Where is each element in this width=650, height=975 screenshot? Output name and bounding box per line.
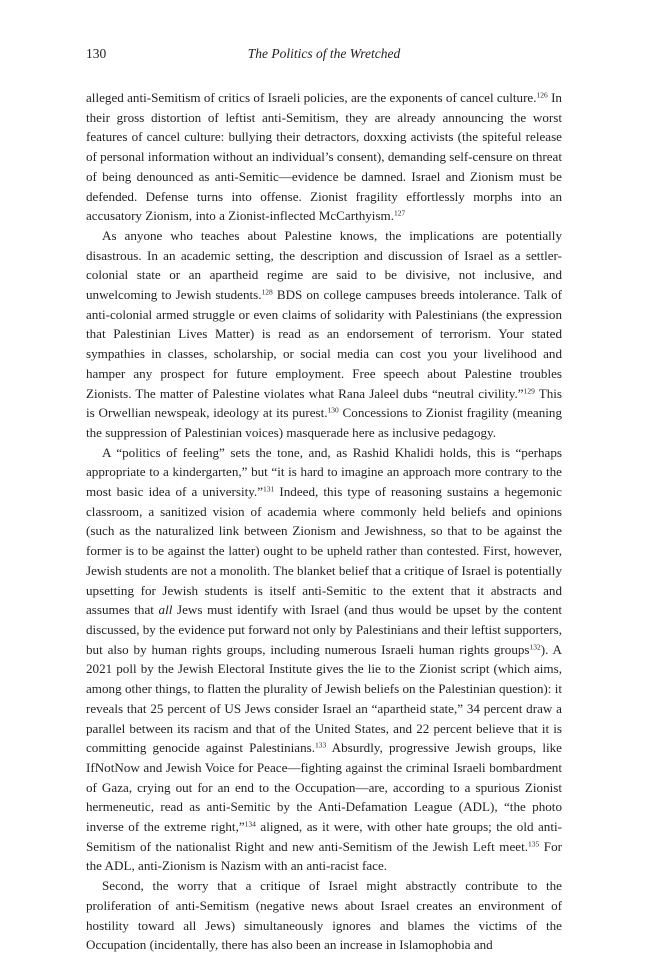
footnote-reference: 131 xyxy=(263,484,275,494)
text-run: ). A 2021 poll by the Jewish Electoral Institute gives the lie to the Zionist script (which aims, among other things, to flatten the plurality of Jewish beliefs on the Palestinian question): it reveals that 25 percent of US Jews consider Israel an “apartheid state,” 34 percent draw a parallel between its racism and that of the United States, and 22 percent believe that it is committing genocide against Palestinians. xyxy=(86,641,562,756)
book-page xyxy=(86,44,562,955)
footnote-reference: 126 xyxy=(536,90,548,100)
body-paragraph xyxy=(86,226,562,443)
footnote-reference: 127 xyxy=(394,208,406,218)
text-run: In their gross distortion of leftist anti-Semitism, they are already announcing the worst features of cancel culture: bullying their detractors, doxxing activists (the spiteful release of personal information without an individual’s consent), demanding self-censure on threat of being denounced as anti-Semitic—evidence be damned. Israel and Zionism must be defended. Defense turns into offense. Zionist fragility effortlessly morphs into an accusatory Zionism, into a Zionist-inflected McCarthyism. xyxy=(86,90,562,224)
page-number: 130 xyxy=(86,46,107,61)
text-run: aligned, as it were, with other hate groups; the old anti-Semitism of the nationalist Right and new anti-Semitism of the Jewish Left meet. xyxy=(86,819,562,854)
footnote-reference: 133 xyxy=(315,740,327,750)
footnote-reference: 129 xyxy=(523,386,535,396)
text-run: As anyone who teaches about Palestine knows, the implications are potentially disastrous. In an academic setting, the description and discussion of Israel as a settler-colonial state or an apartheid regime are said to be divisive, not inclusive, and unwelcoming to Jewish students. xyxy=(86,227,562,303)
body-text xyxy=(86,88,562,955)
body-paragraph xyxy=(86,443,562,876)
text-run: Indeed, this type of reasoning sustains a hegemonic classroom, a sanitized vision of academia where commonly held beliefs and opinions (such as the naturalized link between Zionism and Jewishness, so that to be against the former is to be against the latter) ought to be upheld rather than contested. First, however, Jewish students are not a monolith. The blanket belief that a critique of Israel is potentially upsetting for Jewish students is itself anti-Semitic to the extent that it abstracts and assumes that xyxy=(86,484,562,618)
text-run: Jews must identify with Israel (and thus would be upset by the content discussed, by the evidence put forward not only by Palestinians and their leftist supporters, but also by human rights groups, including numerous Israeli human rights groups xyxy=(86,602,563,657)
running-title: The Politics of the Wretched xyxy=(247,46,401,61)
text-run: BDS on college campuses breeds intolerance. Talk of anti-colonial armed struggle or even claims of solidarity with Palestinians (the expression that Palestinian Lives Matter) is read as an endorsement of terrorism. Your stated sympathies in classes, scholarship, or social media can cost you your livelihood and hamper any prospect for future employment. Free speech about Palestine troubles Zionists. The matter of Palestine violates what Rana Jaleel dubs “neutral civility.” xyxy=(86,287,562,401)
text-run: Concessions to Zionist fragility (meaning the suppression of Palestinian voices) masquerade here as inclusive pedagogy. xyxy=(86,405,563,440)
text-run: A “politics of feeling” sets the tone, and, as Rashid Khalidi holds, this is “perhaps appropriate to a kindergarten,” but “it is hard to imagine an approach more contrary to the most basic idea of a university.” xyxy=(86,444,562,500)
body-paragraph xyxy=(86,88,562,226)
footnote-reference: 130 xyxy=(327,405,339,415)
text-run: Second, the worry that a critique of Israel might abstractly contribute to the proliferation of anti-Semitism (negative news about Israel creates an environment of hostility toward all Jews) simultaneously ignores and blames the victims of the Occupation (incidentally, there has also been an increase in Islamophobia and xyxy=(86,878,562,953)
footnote-reference: 135 xyxy=(528,839,540,849)
footnote-reference: 134 xyxy=(244,819,256,829)
footnote-reference: 128 xyxy=(261,287,273,297)
emphasis-text: all xyxy=(158,602,173,618)
text-run: alleged anti-Semitism of critics of Israeli policies, are the exponents of cancel culture. xyxy=(86,90,537,105)
body-paragraph xyxy=(86,876,562,955)
running-head xyxy=(86,44,562,64)
text-run: Absurdly, progressive Jewish groups, like IfNotNow and Jewish Voice for Peace—fighting against the criminal Israeli bombardment of Gaza, crying out for an end to the Occupation—are, according to a spurious Zionist hermeneutic, read as anti-Semitic by the Anti-Defamation League (ADL), “the photo inverse of the extreme right,” xyxy=(86,740,562,835)
text-run: This is Orwellian newspeak, ideology at its purest. xyxy=(86,385,562,421)
footnote-reference: 132 xyxy=(529,642,541,652)
text-run: For the ADL, anti-Zionism is Nazism with an anti-racist face. xyxy=(86,838,562,874)
